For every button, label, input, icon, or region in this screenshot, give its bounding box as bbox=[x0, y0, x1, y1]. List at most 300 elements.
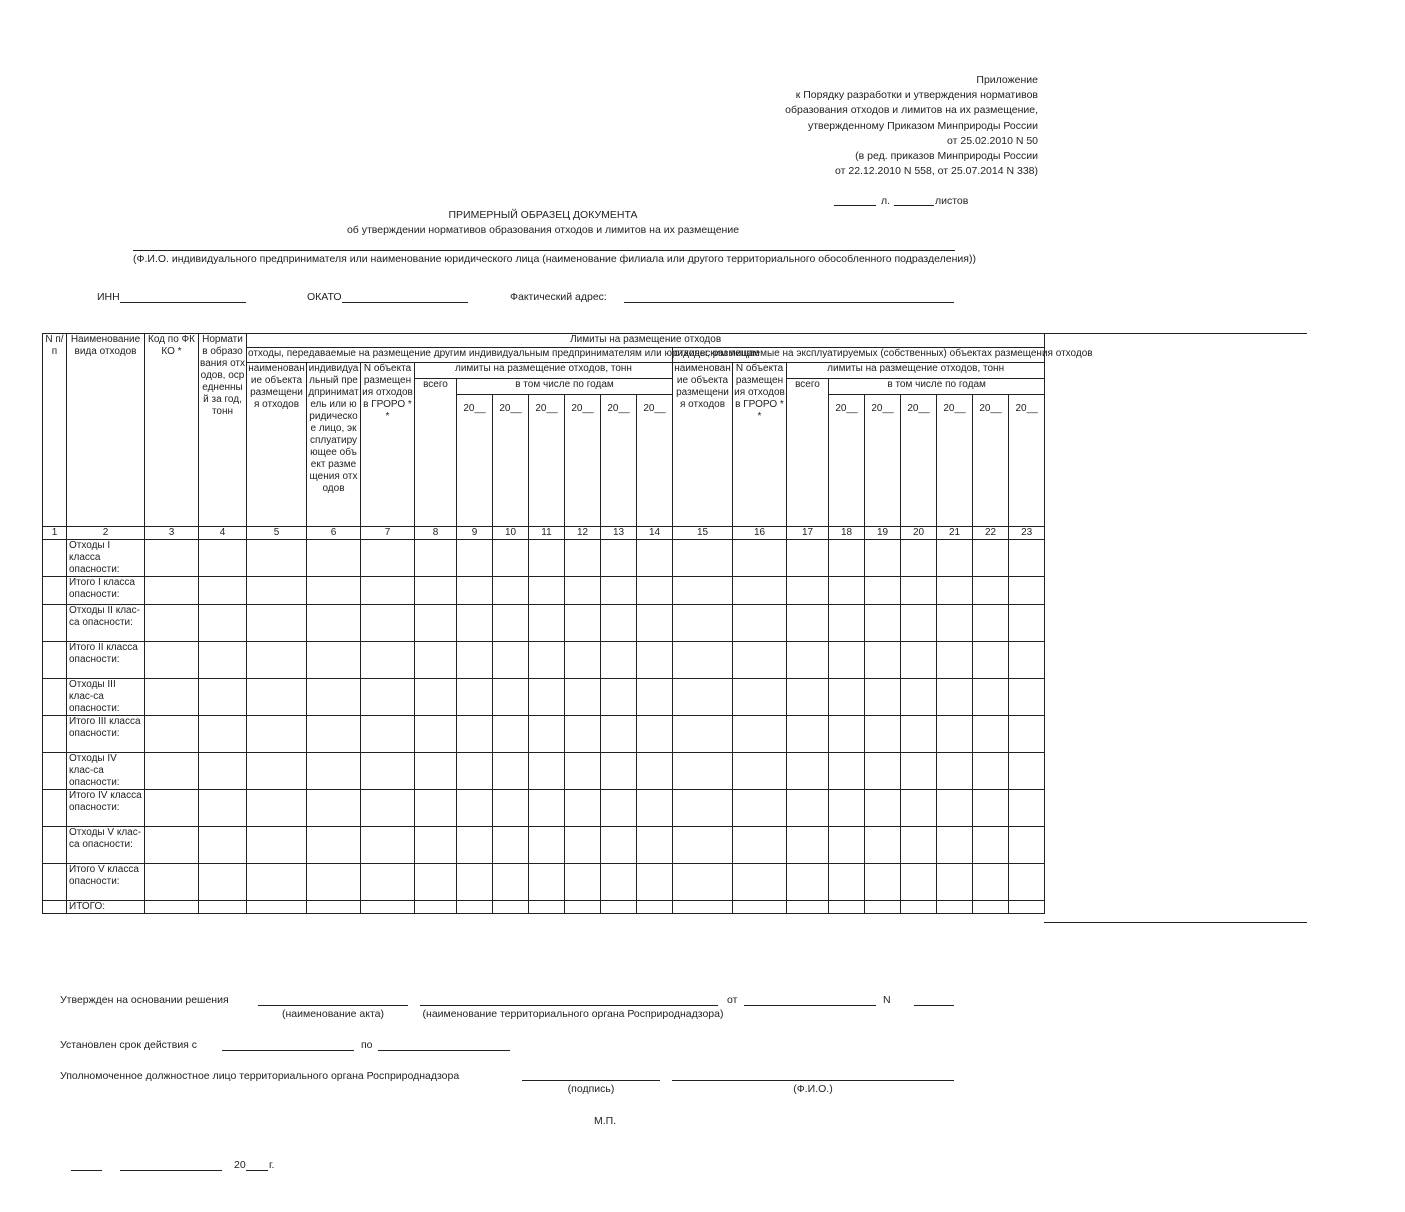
data-cell[interactable] bbox=[199, 577, 247, 605]
data-cell[interactable] bbox=[787, 540, 829, 577]
data-cell[interactable] bbox=[787, 642, 829, 679]
data-cell[interactable] bbox=[973, 790, 1009, 827]
column-number: 16 bbox=[733, 527, 787, 540]
data-cell[interactable] bbox=[787, 605, 829, 642]
table-row bbox=[43, 540, 1045, 577]
appendix-note bbox=[785, 73, 1038, 179]
data-cell[interactable] bbox=[529, 577, 565, 605]
data-cell[interactable] bbox=[1009, 540, 1045, 577]
data-cell[interactable] bbox=[415, 642, 457, 679]
data-cell[interactable] bbox=[145, 901, 199, 914]
document-title: ПРИМЕРНЫЙ ОБРАЗЕЦ ДОКУМЕНТА bbox=[448, 209, 638, 221]
row-number-cell[interactable] bbox=[43, 540, 67, 577]
data-cell[interactable] bbox=[787, 753, 829, 790]
data-cell[interactable] bbox=[787, 901, 829, 914]
column-number: 13 bbox=[601, 527, 637, 540]
data-cell[interactable] bbox=[493, 901, 529, 914]
data-cell[interactable] bbox=[307, 642, 361, 679]
data-cell[interactable] bbox=[199, 790, 247, 827]
data-cell[interactable] bbox=[865, 901, 901, 914]
data-cell[interactable] bbox=[529, 864, 565, 901]
column-number: 8 bbox=[415, 527, 457, 540]
data-cell[interactable] bbox=[529, 716, 565, 753]
data-cell[interactable] bbox=[973, 753, 1009, 790]
data-cell[interactable] bbox=[415, 540, 457, 577]
data-cell[interactable] bbox=[361, 679, 415, 716]
data-cell[interactable] bbox=[637, 716, 673, 753]
appendix-line: образования отходов и лимитов на их размещение, bbox=[785, 104, 1038, 117]
data-cell[interactable] bbox=[457, 679, 493, 716]
data-cell[interactable] bbox=[247, 790, 307, 827]
data-cell[interactable] bbox=[307, 864, 361, 901]
data-cell[interactable] bbox=[733, 642, 787, 679]
data-cell[interactable] bbox=[247, 716, 307, 753]
data-cell[interactable] bbox=[829, 577, 865, 605]
data-cell[interactable] bbox=[565, 577, 601, 605]
data-cell[interactable] bbox=[673, 577, 733, 605]
data-cell[interactable] bbox=[733, 577, 787, 605]
data-cell[interactable] bbox=[973, 577, 1009, 605]
data-cell[interactable] bbox=[493, 642, 529, 679]
decision-date-field[interactable] bbox=[744, 1005, 876, 1006]
address-field[interactable] bbox=[624, 302, 954, 303]
data-cell[interactable] bbox=[1009, 827, 1045, 864]
okato-field[interactable] bbox=[342, 302, 468, 303]
data-cell[interactable] bbox=[601, 753, 637, 790]
data-cell[interactable] bbox=[247, 679, 307, 716]
table-row bbox=[43, 679, 1045, 716]
data-cell[interactable] bbox=[493, 577, 529, 605]
data-cell[interactable] bbox=[565, 642, 601, 679]
data-cell[interactable] bbox=[529, 753, 565, 790]
data-cell[interactable] bbox=[1009, 642, 1045, 679]
data-cell[interactable] bbox=[457, 864, 493, 901]
data-cell[interactable] bbox=[733, 605, 787, 642]
data-cell[interactable] bbox=[733, 716, 787, 753]
data-cell[interactable] bbox=[937, 605, 973, 642]
column-number: 18 bbox=[829, 527, 865, 540]
validity-to-field[interactable] bbox=[378, 1050, 510, 1051]
data-cell[interactable] bbox=[199, 827, 247, 864]
data-cell[interactable] bbox=[493, 753, 529, 790]
data-cell[interactable] bbox=[493, 790, 529, 827]
data-cell[interactable] bbox=[145, 790, 199, 827]
data-cell[interactable] bbox=[145, 753, 199, 790]
data-cell[interactable] bbox=[601, 864, 637, 901]
data-cell[interactable] bbox=[565, 540, 601, 577]
data-cell[interactable] bbox=[457, 540, 493, 577]
data-cell[interactable] bbox=[529, 827, 565, 864]
data-cell[interactable] bbox=[247, 901, 307, 914]
data-cell[interactable] bbox=[937, 716, 973, 753]
data-cell[interactable] bbox=[145, 827, 199, 864]
number-label: N bbox=[883, 994, 891, 1006]
data-cell[interactable] bbox=[973, 716, 1009, 753]
limits-table bbox=[42, 333, 1093, 914]
table-row bbox=[43, 753, 1045, 790]
data-cell[interactable] bbox=[415, 753, 457, 790]
row-label: Итого V класса опасности: bbox=[67, 864, 145, 901]
row-number-cell[interactable] bbox=[43, 753, 67, 790]
data-cell[interactable] bbox=[673, 605, 733, 642]
inn-field[interactable] bbox=[120, 302, 246, 303]
data-cell[interactable] bbox=[787, 827, 829, 864]
data-cell[interactable] bbox=[493, 679, 529, 716]
data-cell[interactable] bbox=[145, 540, 199, 577]
data-cell[interactable] bbox=[901, 864, 937, 901]
data-cell[interactable] bbox=[865, 540, 901, 577]
data-cell[interactable] bbox=[1009, 790, 1045, 827]
data-cell[interactable] bbox=[145, 577, 199, 605]
data-cell[interactable] bbox=[937, 901, 973, 914]
appendix-line: утвержденному Приказом Минприроды России bbox=[807, 119, 1038, 132]
data-cell[interactable] bbox=[457, 790, 493, 827]
data-cell[interactable] bbox=[247, 605, 307, 642]
data-cell[interactable] bbox=[457, 605, 493, 642]
address-label: Фактический адрес: bbox=[510, 291, 607, 303]
data-cell[interactable] bbox=[415, 864, 457, 901]
data-cell[interactable] bbox=[361, 716, 415, 753]
data-cell[interactable] bbox=[901, 716, 937, 753]
data-cell[interactable] bbox=[529, 901, 565, 914]
data-cell[interactable] bbox=[829, 716, 865, 753]
act-name-field[interactable] bbox=[258, 1005, 408, 1006]
data-cell[interactable] bbox=[637, 540, 673, 577]
data-cell[interactable] bbox=[829, 827, 865, 864]
data-cell[interactable] bbox=[937, 642, 973, 679]
data-cell[interactable] bbox=[361, 864, 415, 901]
data-cell[interactable] bbox=[307, 790, 361, 827]
data-cell[interactable] bbox=[457, 753, 493, 790]
data-cell[interactable] bbox=[415, 716, 457, 753]
data-cell[interactable] bbox=[601, 827, 637, 864]
year-field[interactable] bbox=[246, 1170, 268, 1171]
data-cell[interactable] bbox=[361, 827, 415, 864]
data-cell[interactable] bbox=[145, 716, 199, 753]
data-cell[interactable] bbox=[307, 753, 361, 790]
data-cell[interactable] bbox=[865, 827, 901, 864]
data-cell[interactable] bbox=[787, 679, 829, 716]
header-year: 20__ bbox=[901, 395, 937, 527]
data-cell[interactable] bbox=[787, 864, 829, 901]
data-cell[interactable] bbox=[673, 901, 733, 914]
data-cell[interactable] bbox=[361, 753, 415, 790]
header-limits: Лимиты на размещение отходов bbox=[247, 334, 1045, 348]
data-cell[interactable] bbox=[493, 540, 529, 577]
validity-from-field[interactable] bbox=[222, 1050, 354, 1051]
day-field[interactable] bbox=[71, 1170, 102, 1171]
data-cell[interactable] bbox=[199, 901, 247, 914]
data-cell[interactable] bbox=[1009, 716, 1045, 753]
data-cell[interactable] bbox=[601, 679, 637, 716]
organ-name-field[interactable] bbox=[420, 1005, 718, 1006]
data-cell[interactable] bbox=[199, 716, 247, 753]
official-label: Уполномоченное должностное лицо территориального органа Росприроднадзора bbox=[60, 1070, 460, 1082]
data-cell[interactable] bbox=[901, 642, 937, 679]
data-cell[interactable] bbox=[601, 901, 637, 914]
data-cell[interactable] bbox=[361, 642, 415, 679]
data-cell[interactable] bbox=[307, 716, 361, 753]
table-row bbox=[43, 827, 1045, 864]
data-cell[interactable] bbox=[145, 864, 199, 901]
data-cell[interactable] bbox=[673, 790, 733, 827]
data-cell[interactable] bbox=[973, 827, 1009, 864]
data-cell[interactable] bbox=[145, 605, 199, 642]
data-cell[interactable] bbox=[829, 540, 865, 577]
signature-field[interactable] bbox=[522, 1080, 660, 1081]
row-label: Отходы II клас-са опасности: bbox=[67, 605, 145, 642]
data-cell[interactable] bbox=[901, 827, 937, 864]
row-label: Отходы III клас-са опасности: bbox=[67, 679, 145, 716]
data-cell[interactable] bbox=[901, 790, 937, 827]
appendix-line: Приложение bbox=[976, 74, 1038, 86]
data-cell[interactable] bbox=[901, 901, 937, 914]
data-cell[interactable] bbox=[637, 901, 673, 914]
data-cell[interactable] bbox=[247, 642, 307, 679]
data-cell[interactable] bbox=[865, 753, 901, 790]
data-cell[interactable] bbox=[637, 642, 673, 679]
header-by-years-own: в том числе по годам bbox=[829, 379, 1045, 395]
data-cell[interactable] bbox=[1009, 753, 1045, 790]
data-cell[interactable] bbox=[199, 605, 247, 642]
data-cell[interactable] bbox=[1009, 577, 1045, 605]
data-cell[interactable] bbox=[145, 642, 199, 679]
data-cell[interactable] bbox=[673, 716, 733, 753]
data-cell[interactable] bbox=[937, 827, 973, 864]
column-number: 23 bbox=[1009, 527, 1045, 540]
row-number-cell[interactable] bbox=[43, 901, 67, 914]
data-cell[interactable] bbox=[565, 716, 601, 753]
inn-label: ИНН bbox=[97, 291, 120, 303]
data-cell[interactable] bbox=[733, 901, 787, 914]
row-number-cell[interactable] bbox=[43, 679, 67, 716]
row-label: Отходы I класса опасности: bbox=[67, 540, 145, 577]
data-cell[interactable] bbox=[361, 577, 415, 605]
approved-label: Утвержден на основании решения bbox=[60, 994, 229, 1006]
header-year: 20__ bbox=[1009, 395, 1045, 527]
sheet-number-blank[interactable] bbox=[834, 205, 876, 206]
data-cell[interactable] bbox=[457, 577, 493, 605]
data-cell[interactable] bbox=[307, 679, 361, 716]
data-cell[interactable] bbox=[457, 716, 493, 753]
data-cell[interactable] bbox=[247, 577, 307, 605]
data-cell[interactable] bbox=[973, 679, 1009, 716]
data-cell[interactable] bbox=[829, 642, 865, 679]
data-cell[interactable] bbox=[637, 790, 673, 827]
data-cell[interactable] bbox=[733, 679, 787, 716]
data-cell[interactable] bbox=[829, 679, 865, 716]
data-cell[interactable] bbox=[565, 605, 601, 642]
row-number-cell[interactable] bbox=[43, 716, 67, 753]
data-cell[interactable] bbox=[937, 540, 973, 577]
data-cell[interactable] bbox=[529, 540, 565, 577]
data-cell[interactable] bbox=[829, 753, 865, 790]
header-object-name-own: наименование объекта размещения отходов bbox=[673, 363, 733, 527]
data-cell[interactable] bbox=[865, 642, 901, 679]
validity-to-label: по bbox=[361, 1039, 373, 1051]
row-label: Итого II класса опасности: bbox=[67, 642, 145, 679]
data-cell[interactable] bbox=[361, 605, 415, 642]
data-cell[interactable] bbox=[565, 790, 601, 827]
data-cell[interactable] bbox=[1009, 864, 1045, 901]
data-cell[interactable] bbox=[493, 605, 529, 642]
header-year: 20__ bbox=[493, 395, 529, 527]
column-number: 21 bbox=[937, 527, 973, 540]
column-number: 6 bbox=[307, 527, 361, 540]
data-cell[interactable] bbox=[733, 753, 787, 790]
data-cell[interactable] bbox=[829, 901, 865, 914]
row-number-cell[interactable] bbox=[43, 827, 67, 864]
fio-field[interactable] bbox=[672, 1080, 954, 1081]
data-cell[interactable] bbox=[457, 901, 493, 914]
data-cell[interactable] bbox=[493, 716, 529, 753]
data-cell[interactable] bbox=[415, 605, 457, 642]
data-cell[interactable] bbox=[529, 642, 565, 679]
data-cell[interactable] bbox=[307, 577, 361, 605]
data-cell[interactable] bbox=[529, 790, 565, 827]
data-cell[interactable] bbox=[937, 577, 973, 605]
data-cell[interactable] bbox=[145, 679, 199, 716]
data-cell[interactable] bbox=[529, 679, 565, 716]
data-cell[interactable] bbox=[415, 679, 457, 716]
data-cell[interactable] bbox=[361, 901, 415, 914]
data-cell[interactable] bbox=[973, 605, 1009, 642]
data-cell[interactable] bbox=[865, 577, 901, 605]
data-cell[interactable] bbox=[637, 679, 673, 716]
data-cell[interactable] bbox=[673, 864, 733, 901]
data-cell[interactable] bbox=[787, 716, 829, 753]
data-cell[interactable] bbox=[1009, 679, 1045, 716]
sheet-count-blank[interactable] bbox=[894, 205, 934, 206]
data-cell[interactable] bbox=[247, 864, 307, 901]
data-cell[interactable] bbox=[199, 642, 247, 679]
data-cell[interactable] bbox=[601, 577, 637, 605]
row-number-cell[interactable] bbox=[43, 605, 67, 642]
data-cell[interactable] bbox=[415, 790, 457, 827]
data-cell[interactable] bbox=[901, 605, 937, 642]
data-cell[interactable] bbox=[1009, 901, 1045, 914]
document-subtitle: об утверждении нормативов образования отходов и лимитов на их размещение bbox=[346, 224, 740, 236]
data-cell[interactable] bbox=[787, 790, 829, 827]
row-label: Отходы IV клас-са опасности: bbox=[67, 753, 145, 790]
data-cell[interactable] bbox=[973, 540, 1009, 577]
data-cell[interactable] bbox=[247, 753, 307, 790]
data-cell[interactable] bbox=[937, 679, 973, 716]
data-cell[interactable] bbox=[673, 753, 733, 790]
data-cell[interactable] bbox=[601, 790, 637, 827]
data-cell[interactable] bbox=[199, 679, 247, 716]
data-cell[interactable] bbox=[673, 827, 733, 864]
data-cell[interactable] bbox=[415, 827, 457, 864]
data-cell[interactable] bbox=[199, 540, 247, 577]
data-cell[interactable] bbox=[637, 864, 673, 901]
data-cell[interactable] bbox=[199, 753, 247, 790]
data-cell[interactable] bbox=[829, 864, 865, 901]
data-cell[interactable] bbox=[565, 753, 601, 790]
data-cell[interactable] bbox=[901, 679, 937, 716]
data-cell[interactable] bbox=[1009, 605, 1045, 642]
data-cell[interactable] bbox=[733, 540, 787, 577]
data-cell[interactable] bbox=[973, 901, 1009, 914]
data-cell[interactable] bbox=[415, 901, 457, 914]
data-cell[interactable] bbox=[901, 753, 937, 790]
data-cell[interactable] bbox=[601, 540, 637, 577]
data-cell[interactable] bbox=[307, 827, 361, 864]
data-cell[interactable] bbox=[637, 605, 673, 642]
row-label: Итого I класса опасности: bbox=[67, 577, 145, 605]
data-cell[interactable] bbox=[247, 540, 307, 577]
row-number-cell[interactable] bbox=[43, 577, 67, 605]
data-cell[interactable] bbox=[565, 864, 601, 901]
data-cell[interactable] bbox=[565, 901, 601, 914]
data-cell[interactable] bbox=[457, 642, 493, 679]
data-cell[interactable] bbox=[601, 716, 637, 753]
data-cell[interactable] bbox=[901, 577, 937, 605]
data-cell[interactable] bbox=[247, 827, 307, 864]
data-cell[interactable] bbox=[529, 605, 565, 642]
data-cell[interactable] bbox=[865, 864, 901, 901]
sheets-label: листов bbox=[935, 195, 969, 207]
data-cell[interactable] bbox=[565, 827, 601, 864]
table-row bbox=[43, 901, 1045, 914]
data-cell[interactable] bbox=[673, 540, 733, 577]
decision-number-field[interactable] bbox=[914, 1005, 954, 1006]
data-cell[interactable] bbox=[199, 864, 247, 901]
data-cell[interactable] bbox=[493, 864, 529, 901]
data-cell[interactable] bbox=[361, 790, 415, 827]
data-cell[interactable] bbox=[901, 540, 937, 577]
data-cell[interactable] bbox=[787, 577, 829, 605]
data-cell[interactable] bbox=[307, 605, 361, 642]
data-cell[interactable] bbox=[601, 605, 637, 642]
data-cell[interactable] bbox=[829, 605, 865, 642]
data-cell[interactable] bbox=[361, 540, 415, 577]
data-cell[interactable] bbox=[415, 577, 457, 605]
data-cell[interactable] bbox=[637, 753, 673, 790]
data-cell[interactable] bbox=[493, 827, 529, 864]
data-cell[interactable] bbox=[865, 790, 901, 827]
data-cell[interactable] bbox=[601, 642, 637, 679]
data-cell[interactable] bbox=[673, 642, 733, 679]
entity-name-field[interactable] bbox=[133, 250, 955, 251]
data-cell[interactable] bbox=[673, 679, 733, 716]
data-cell[interactable] bbox=[733, 790, 787, 827]
data-cell[interactable] bbox=[865, 605, 901, 642]
data-cell[interactable] bbox=[307, 901, 361, 914]
data-cell[interactable] bbox=[937, 790, 973, 827]
month-field[interactable] bbox=[120, 1170, 222, 1171]
year-prefix: 20 bbox=[234, 1159, 246, 1171]
data-cell[interactable] bbox=[937, 864, 973, 901]
row-number-cell[interactable] bbox=[43, 642, 67, 679]
column-number: 2 bbox=[67, 527, 145, 540]
row-number-cell[interactable] bbox=[43, 864, 67, 901]
data-cell[interactable] bbox=[865, 679, 901, 716]
data-cell[interactable] bbox=[973, 642, 1009, 679]
data-cell[interactable] bbox=[937, 753, 973, 790]
row-number-cell[interactable] bbox=[43, 790, 67, 827]
data-cell[interactable] bbox=[457, 827, 493, 864]
data-cell[interactable] bbox=[565, 679, 601, 716]
data-cell[interactable] bbox=[865, 716, 901, 753]
data-cell[interactable] bbox=[973, 864, 1009, 901]
data-cell[interactable] bbox=[307, 540, 361, 577]
data-cell[interactable] bbox=[829, 790, 865, 827]
data-cell[interactable] bbox=[733, 864, 787, 901]
data-cell[interactable] bbox=[637, 577, 673, 605]
data-cell[interactable] bbox=[733, 827, 787, 864]
data-cell[interactable] bbox=[637, 827, 673, 864]
